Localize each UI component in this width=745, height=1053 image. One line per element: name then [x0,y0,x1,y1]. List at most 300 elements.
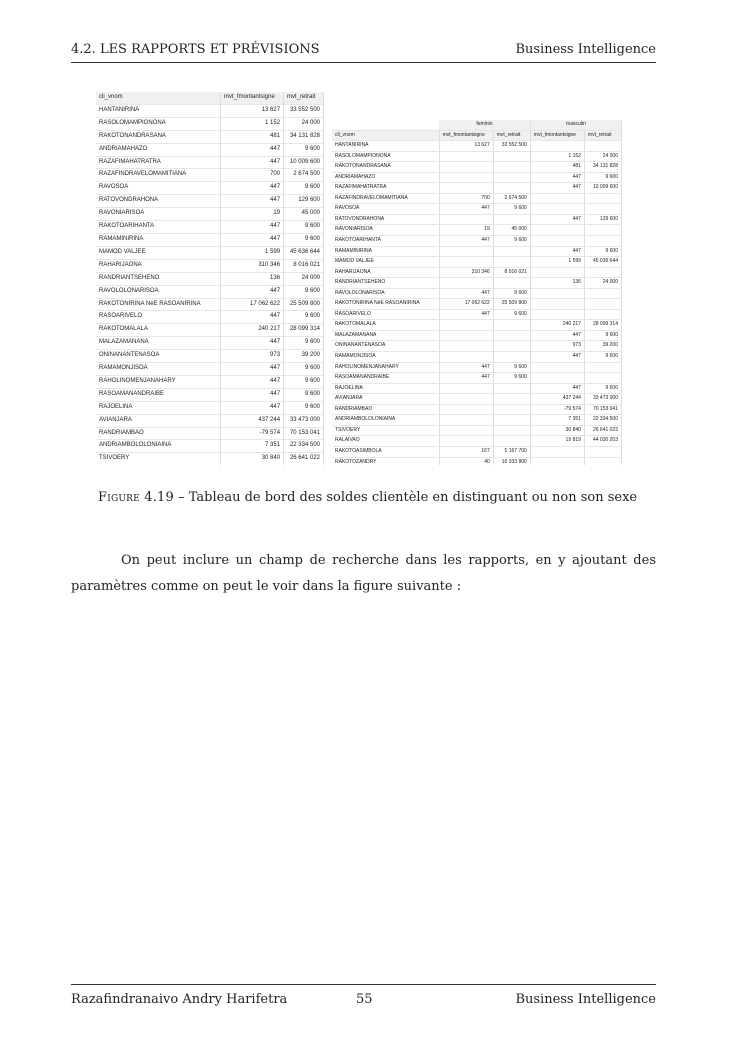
table-row [332,341,622,352]
table-group-header-row [332,120,622,130]
value-cell: 9 600 [284,337,324,350]
value-cell: 447 [530,246,584,257]
value-cell: 1 152 [221,117,284,130]
table-row [96,208,324,221]
column-header: mvt_fmontantsigne [221,92,284,104]
running-header [71,42,656,63]
client-name-cell: AVIANJARA [332,394,439,405]
value-cell: 30 840 [221,453,284,465]
client-name-cell: RAZAFIMAHATRATRA [96,156,221,169]
client-balance-table [96,92,324,465]
value-cell: 9 600 [493,288,530,299]
table-row [332,320,622,331]
table-row [96,156,324,169]
value-cell: 24 000 [584,278,621,289]
table-row [332,225,622,236]
figure-label: Figure 4.19 [98,490,174,505]
client-name-cell: ANDRIAMBOLOLONIAINA [332,415,439,426]
table-row [332,151,622,162]
client-name-cell: RAMAMINIRINA [332,246,439,257]
value-cell: 447 [221,401,284,414]
value-cell: 8 016 021 [284,259,324,272]
client-name-cell: RAZAFINDRAVELOMAMITIANA [332,193,439,204]
value-cell: 447 [439,236,493,247]
section-heading: 4.2. LES RAPPORTS ET PRÉVISIONS [71,42,320,57]
value-cell: 1 599 [221,246,284,259]
table-row [332,404,622,415]
value-cell: 9 600 [284,143,324,156]
client-name-cell: RAKOTONIRINA NéE RASOANIRINA [96,298,221,311]
value-cell [584,204,621,215]
client-name-cell: TSIVOERY [96,453,221,465]
value-cell [493,214,530,225]
value-cell: 70 153 041 [584,404,621,415]
group-header-feminin: feminin [439,120,530,130]
value-cell: 447 [221,388,284,401]
value-cell: 45 636 644 [284,246,324,259]
value-cell: 240 217 [221,324,284,337]
value-cell [439,183,493,194]
table-row [332,446,622,457]
table-row [96,311,324,324]
value-cell [584,299,621,310]
figure-caption-text: – Tableau de bord des soldes clientèle en distinguant ou non son sexe [173,490,638,505]
value-cell: 9 600 [493,309,530,320]
value-cell: 30 840 [530,425,584,436]
table-row [96,195,324,208]
value-cell [530,141,584,152]
table-row [96,298,324,311]
value-cell: 9 600 [584,330,621,341]
value-cell: 45 036 644 [584,257,621,268]
table-row [96,272,324,285]
client-name-cell: RANDRIAMBAO [332,404,439,415]
value-cell: 310 346 [439,267,493,278]
value-cell: 45 000 [493,225,530,236]
column-header: cli_vnom [332,130,439,141]
value-cell [530,309,584,320]
value-cell [493,436,530,447]
footer-author: Razafindranaivo Andry Harifetra [71,992,288,1007]
value-cell: 447 [439,362,493,373]
table-row [96,375,324,388]
table-header-row [96,92,324,104]
table-row [96,414,324,427]
table-row [96,182,324,195]
value-cell: 13 627 [439,141,493,152]
value-cell: 447 [530,352,584,363]
value-cell: 447 [439,288,493,299]
client-name-cell: RANDRIANTSEHENO [96,272,221,285]
table-row [332,267,622,278]
table-row [96,324,324,337]
value-cell: 447 [221,285,284,298]
table-row [96,143,324,156]
value-cell: 129 600 [584,214,621,225]
value-cell: 447 [221,195,284,208]
value-cell: 447 [530,183,584,194]
value-cell [493,320,530,331]
client-name-cell: RAMAMONJISOA [332,352,439,363]
value-cell [530,373,584,384]
table-row [332,193,622,204]
value-cell: 25 509 800 [284,298,324,311]
header-title: Business Intelligence [515,42,656,57]
value-cell [439,151,493,162]
value-cell [530,299,584,310]
table-row [96,401,324,414]
value-cell: 447 [439,309,493,320]
value-cell: 7 351 [530,415,584,426]
table-row [96,233,324,246]
client-name-cell: RAVONIARISOA [332,225,439,236]
client-name-cell: RAKOTOMALALA [96,324,221,337]
value-cell: 44 030 203 [584,436,621,447]
client-name-cell: MALAZAMANANA [96,337,221,350]
value-cell: 17 062 622 [439,299,493,310]
value-cell: 437 244 [221,414,284,427]
table-row [332,172,622,183]
table-left-viewport [96,92,332,465]
value-cell: 9 600 [493,373,530,384]
value-cell [530,236,584,247]
value-cell [439,278,493,289]
value-cell [530,193,584,204]
value-cell: 26 641 022 [584,425,621,436]
client-name-cell: ANDRIAMAHAZO [96,143,221,156]
client-name-cell: RASOLOMAMPIONONA [332,151,439,162]
footer-title: Business Intelligence [515,992,656,1007]
value-cell [439,341,493,352]
client-name-cell: HANTANIRINA [96,104,221,117]
value-cell: 167 [439,446,493,457]
table-row [332,183,622,194]
value-cell [584,236,621,247]
value-cell [439,320,493,331]
body-paragraph: On peut inclure un champ de recherche dans les rapports, en y ajoutant des paramètres comme on peut le voir dans la figure suivante : [71,553,656,594]
value-cell: 10 009 600 [584,183,621,194]
client-name-cell: RAZAFINDRAVELOMAMITIANA [96,169,221,182]
value-cell [493,162,530,173]
value-cell: 447 [221,375,284,388]
value-cell [439,172,493,183]
value-cell [439,404,493,415]
table-row [332,288,622,299]
value-cell [439,214,493,225]
value-cell [530,446,584,457]
value-cell: 700 [439,193,493,204]
client-name-cell: RAJOELINA [332,383,439,394]
table-row [96,337,324,350]
client-name-cell: RAHOLINOMENJANAHARY [332,362,439,373]
table-row [96,427,324,440]
value-cell: 2 674 500 [284,169,324,182]
client-name-cell: RATOVONDRAHONA [96,195,221,208]
value-cell: 8 016 021 [493,267,530,278]
value-cell [493,425,530,436]
table-row [332,330,622,341]
table-row [96,388,324,401]
client-name-cell: RAHOLINOMENJANAHARY [96,375,221,388]
client-name-cell: RAMAMONJISOA [96,363,221,376]
value-cell: 17 062 622 [221,298,284,311]
value-cell: 129 600 [284,195,324,208]
value-cell: 26 641 022 [284,453,324,465]
value-cell [530,457,584,465]
value-cell: 1 152 [530,151,584,162]
value-cell: 24 000 [284,272,324,285]
value-cell [584,373,621,384]
value-cell: 33 552 500 [493,141,530,152]
value-cell: 33 473 000 [284,414,324,427]
table-row [332,373,622,384]
page-footer [71,984,656,1009]
column-header: mvt_fmontantsigne [530,130,584,141]
value-cell: 9 600 [584,246,621,257]
value-cell: 33 473 000 [584,394,621,405]
client-balance-by-sex-table [332,120,622,465]
value-cell [493,151,530,162]
client-name-cell: RAVOSOA [332,204,439,215]
client-name-cell: ANDRIAMBOLOLONIAINA [96,440,221,453]
client-name-cell: RAKOTONANDRASANA [332,162,439,173]
value-cell: 9 600 [284,285,324,298]
value-cell [493,172,530,183]
value-cell: 447 [221,156,284,169]
value-cell [439,425,493,436]
value-cell: 447 [439,204,493,215]
value-cell [439,330,493,341]
value-cell: 447 [530,172,584,183]
table-row [332,309,622,320]
value-cell: 9 600 [493,204,530,215]
value-cell: 9 600 [284,182,324,195]
value-cell [439,352,493,363]
value-cell: 45 000 [284,208,324,221]
value-cell: 34 131 828 [284,130,324,143]
value-cell [584,288,621,299]
value-cell [584,193,621,204]
value-cell: 24 000 [284,117,324,130]
value-cell: 10 009 600 [284,156,324,169]
value-cell [493,330,530,341]
table-header-row [332,130,622,141]
table-row [96,350,324,363]
value-cell: 22 334 500 [584,415,621,426]
client-name-cell: RAHARIJAONA [332,267,439,278]
client-name-cell: RAMAMINIRINA [96,233,221,246]
value-cell: 13 627 [221,104,284,117]
table-row [96,440,324,453]
column-header: cli_vnom [96,92,221,104]
table-row [96,285,324,298]
value-cell: 447 [221,233,284,246]
value-cell [530,267,584,278]
table-row [332,394,622,405]
column-header: mvt_fmontantsigne [439,130,493,141]
value-cell [493,394,530,405]
client-name-cell: HANTANIRINA [332,141,439,152]
value-cell: -79 574 [221,427,284,440]
table-row [96,169,324,182]
client-name-cell: RAJOELINA [96,401,221,414]
value-cell [439,162,493,173]
client-name-cell: TSIVOERY [332,425,439,436]
value-cell [493,341,530,352]
value-cell: 240 217 [530,320,584,331]
value-cell: 447 [221,311,284,324]
value-cell: 9 600 [584,383,621,394]
value-cell: 70 153 041 [284,427,324,440]
table-row [332,383,622,394]
value-cell [530,362,584,373]
client-name-cell: RAKOTOZANDRY [332,457,439,465]
value-cell: 10 333 800 [493,457,530,465]
table-row [96,259,324,272]
value-cell: 9 600 [284,233,324,246]
client-name-cell: RASOAMANANDRAIBE [96,388,221,401]
client-name-cell: RALAIVAO [332,436,439,447]
table-row [332,236,622,247]
value-cell: 25 509 800 [493,299,530,310]
value-cell: 447 [221,337,284,350]
table-row [96,246,324,259]
value-cell: 19 819 [530,436,584,447]
value-cell [584,141,621,152]
client-name-cell: RAKOTOARIHANTA [332,236,439,247]
value-cell [530,288,584,299]
client-name-cell: MALAZAMANANA [332,330,439,341]
value-cell: 9 600 [584,172,621,183]
table-row [96,363,324,376]
table-row [332,257,622,268]
table-right-viewport [332,120,628,465]
client-name-cell: RAVONIARISOA [96,208,221,221]
value-cell: 9 600 [493,236,530,247]
value-cell [493,257,530,268]
table-row [96,117,324,130]
figure-caption [98,490,637,505]
value-cell [439,246,493,257]
value-cell: 7 351 [221,440,284,453]
value-cell [584,362,621,373]
value-cell: 1 599 [530,257,584,268]
value-cell: 447 [221,143,284,156]
client-name-cell: RAZAFIMAHATRATRA [332,183,439,194]
value-cell [439,394,493,405]
table-row [332,415,622,426]
value-cell: 19 [439,225,493,236]
value-cell [493,383,530,394]
column-header: mvt_retrait [584,130,621,141]
value-cell [493,415,530,426]
client-name-cell: AVIANJARA [96,414,221,427]
value-cell: 24 000 [584,151,621,162]
value-cell [439,436,493,447]
value-cell: 481 [530,162,584,173]
value-cell: 310 346 [221,259,284,272]
table-row [332,362,622,373]
client-name-cell: RAVOSOA [96,182,221,195]
value-cell: 136 [530,278,584,289]
value-cell: 447 [530,330,584,341]
value-cell: 447 [530,214,584,225]
table-row [332,278,622,289]
empty-header-cell [332,120,439,130]
value-cell: 700 [221,169,284,182]
table-row [332,457,622,465]
value-cell [439,257,493,268]
value-cell: 28 099 314 [584,320,621,331]
client-name-cell: RASOAMANANDRAIBE [332,373,439,384]
client-name-cell: RATOVONDRAHONA [332,214,439,225]
value-cell: 9 600 [284,363,324,376]
value-cell: 481 [221,130,284,143]
value-cell: 136 [221,272,284,285]
value-cell [530,204,584,215]
table-row [332,425,622,436]
value-cell [584,225,621,236]
table-row [332,436,622,447]
client-name-cell: ONINANANTENASOA [96,350,221,363]
table-row [332,141,622,152]
value-cell [584,267,621,278]
table-row [96,130,324,143]
table-row [332,352,622,363]
value-cell: 40 [439,457,493,465]
column-header: mvt_retrait [493,130,530,141]
value-cell: 9 600 [284,388,324,401]
table-row [332,299,622,310]
value-cell: 973 [221,350,284,363]
value-cell: 447 [439,373,493,384]
value-cell: 39 200 [284,350,324,363]
value-cell: 9 600 [284,375,324,388]
value-cell: 33 552 500 [284,104,324,117]
table-row [96,104,324,117]
client-name-cell: RAKOTONANDRASANA [96,130,221,143]
value-cell: 2 674 500 [493,193,530,204]
value-cell: 22 334 500 [284,440,324,453]
client-name-cell: ANDRIAMAHAZO [332,172,439,183]
value-cell [493,278,530,289]
column-header: mvt_retrait [284,92,324,104]
client-name-cell: RAKOTOASIMBOLA [332,446,439,457]
value-cell: 5 167 700 [493,446,530,457]
page-number: 55 [356,992,373,1007]
client-name-cell: RAHARIJAONA [96,259,221,272]
value-cell [493,352,530,363]
value-cell: 447 [221,221,284,234]
client-name-cell: RAVOLOLONARISOA [332,288,439,299]
value-cell [584,457,621,465]
client-name-cell: RAKOTOMALALA [332,320,439,331]
client-name-cell: ONINANANTENASOA [332,341,439,352]
client-name-cell: RANDRIANTSEHENO [332,278,439,289]
value-cell: 447 [221,182,284,195]
value-cell [439,383,493,394]
value-cell: 9 600 [584,352,621,363]
client-name-cell: RANDRIAMBAO [96,427,221,440]
group-header-masculin: masculin [530,120,621,130]
client-name-cell: RASOARIVELO [96,311,221,324]
client-name-cell: RAVOLOLONARISOA [96,285,221,298]
value-cell: 28 099 314 [284,324,324,337]
table-row [96,221,324,234]
value-cell: 9 600 [284,221,324,234]
value-cell [493,183,530,194]
value-cell [439,415,493,426]
